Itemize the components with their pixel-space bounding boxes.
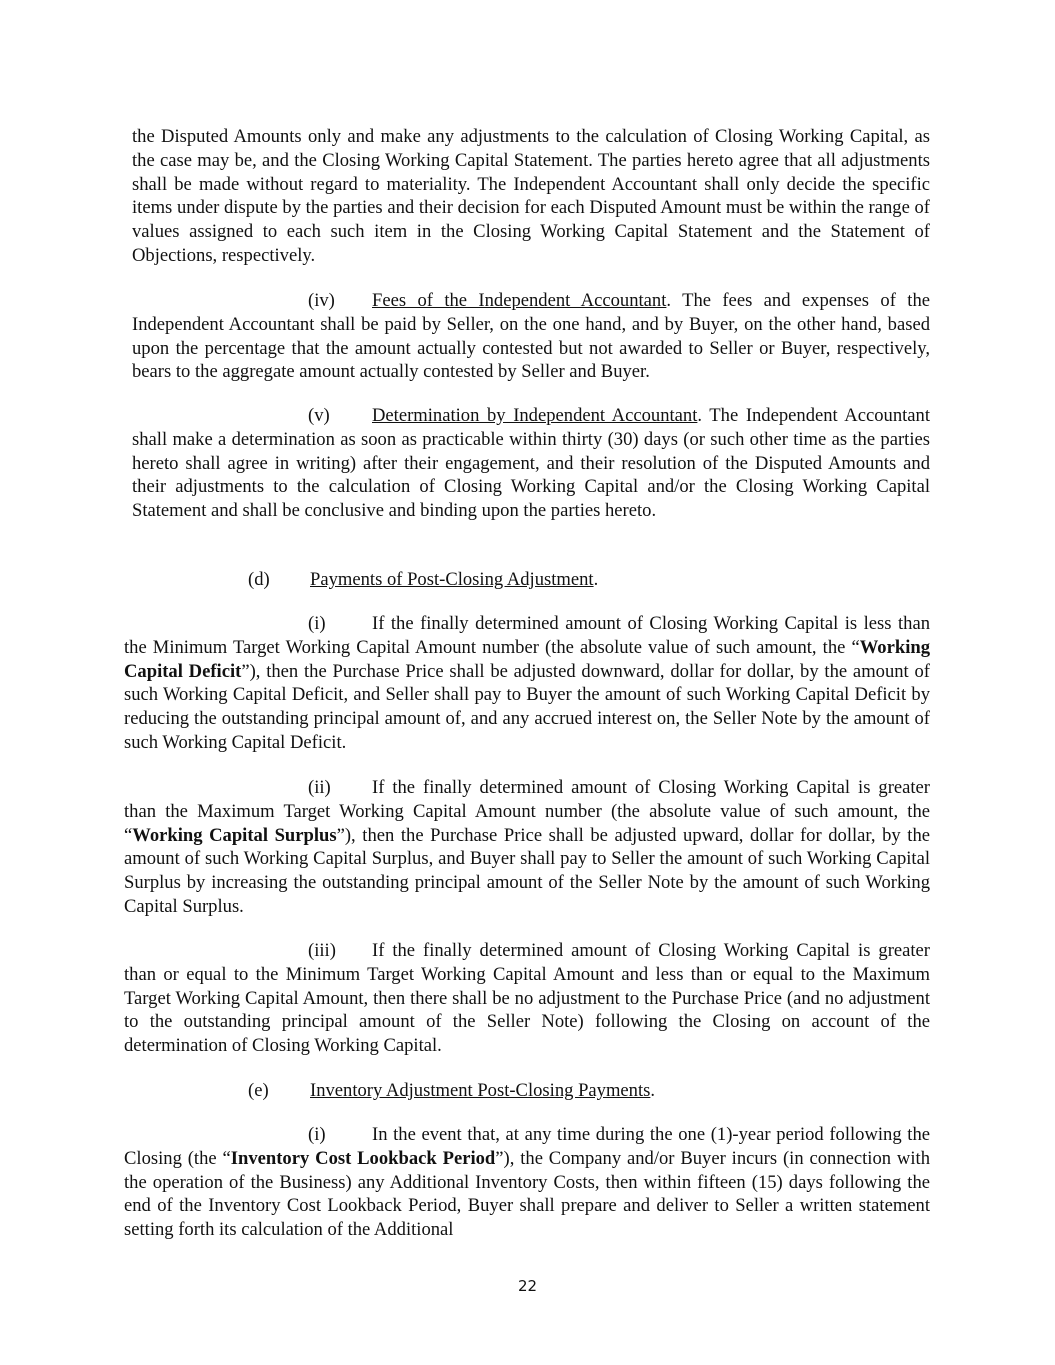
clause-text: If the finally determined amount of Closing Working Capital is greater than the Maximum Target Working Capital Amount number (the absolute value of such amount, the “: [124, 777, 930, 846]
paragraph-working-capital-deficit: [124, 612, 930, 755]
section-suffix: .: [593, 569, 599, 590]
clause-title: Determination by Independent Accountant: [372, 405, 698, 426]
section-suffix: .: [650, 1080, 656, 1101]
clause-text: In the event that, at any time during the one (1)-year period following the Closing (the “: [124, 1124, 930, 1169]
clause-text: ”), then the Purchase Price shall be adjusted downward, dollar for dollar, by the amount of such Working Capital Deficit, and Seller shall pay to Buyer the amount of such Working Capital Deficit by reducing the outstanding principal amount of, and any accrued interest on, the Seller Note by the amount of such Working Capital Deficit.: [124, 660, 930, 753]
paragraph-text: the Disputed Amounts only and make any adjustments to the calculation of Closing Working Capital, as the case may be, and the Closing Working Capital Statement. The parties hereto agree that all adjustments shall be made without regard to materiality. The Independent Accountant shall only decide the specific items under dispute by the parties and their decision for each Disputed Amount must be within the range of values assigned to each such item in the Closing Working Capital Statement and the Statement of Objections, respectively.: [132, 126, 930, 266]
section-title: Payments of Post-Closing Adjustment: [310, 569, 594, 590]
clause-label: (i): [308, 1124, 326, 1145]
clause-text: If the finally determined amount of Closing Working Capital is greater than or equal to the Minimum Target Working Capital Amount and less than or equal to the Maximum Target Working Capital Amount, then there shall be no adjustment to the Purchase Price (and no adjustment to the outstanding principal amount of the Seller Note) following the Closing on account of the determination of Closing Working Capital.: [124, 940, 930, 1057]
defined-term: Working Capital Surplus: [132, 824, 337, 846]
clause-label: (i): [308, 613, 326, 634]
clause-label: (ii): [308, 777, 331, 798]
section-heading-d: [248, 568, 598, 592]
clause-title: Fees of the Independent Accountant: [372, 290, 667, 311]
defined-term: Inventory Cost Lookback Period: [230, 1147, 496, 1169]
clause-label: (iii): [308, 940, 336, 961]
page-number: 22: [517, 1277, 538, 1295]
clause-text: . The fees and expenses of the Independent Accountant shall be paid by Seller, on the one hand, and by Buyer, on the other hand, based upon the percentage that the amount actually contested but not awarded to Seller or Buyer, respectively, bears to the aggregate amount actually contested by Seller and Buyer.: [132, 290, 930, 383]
section-label: (e): [248, 1080, 269, 1101]
section-label: (d): [248, 569, 270, 590]
paragraph-working-capital-surplus: [124, 776, 930, 919]
paragraph-disputed-amounts: [132, 125, 930, 268]
clause-text: If the finally determined amount of Closing Working Capital is less than the Minimum Target Working Capital Amount number (the absolute value of such amount, the “: [124, 613, 930, 658]
clause-text: . The Independent Accountant shall make a determination as soon as practicable within thirty (30) days (or such other time as the parties hereto shall agree in writing) after their engagement, and their resolution of the Disputed Amounts and their adjustments to the calculation of Closing Working Capital and/or the Closing Working Capital Statement and shall be conclusive and binding upon the parties hereto.: [132, 405, 930, 522]
clause-text: ”), then the Purchase Price shall be adjusted upward, dollar for dollar, by the amount of such Working Capital Surplus, and Buyer shall pay to Seller the amount of such Working Capital Surplus by increasing the outstanding principal amount of the Seller Note by the amount of such Working Capital Surplus.: [124, 824, 930, 917]
paragraph-inventory-cost-lookback: [124, 1123, 930, 1242]
clause-label: (iv): [308, 290, 335, 311]
clause-label: (v): [308, 405, 330, 426]
section-heading-e: [248, 1079, 655, 1103]
section-title: Inventory Adjustment Post-Closing Payments: [310, 1080, 651, 1101]
defined-term: Working Capital Deficit: [124, 636, 930, 682]
paragraph-fees-independent-accountant: [132, 289, 930, 384]
paragraph-no-adjustment: [124, 939, 930, 1058]
clause-text: ”), the Company and/or Buyer incurs (in connection with the operation of the Business) any Additional Inventory Costs, then within fifteen (15) days following the end of the Inventory Cost Lookback Period, Buyer shall prepare and deliver to Seller a written statement setting forth its calculation of the Additional: [124, 1147, 930, 1241]
paragraph-determination-independent-accountant: [132, 404, 930, 523]
